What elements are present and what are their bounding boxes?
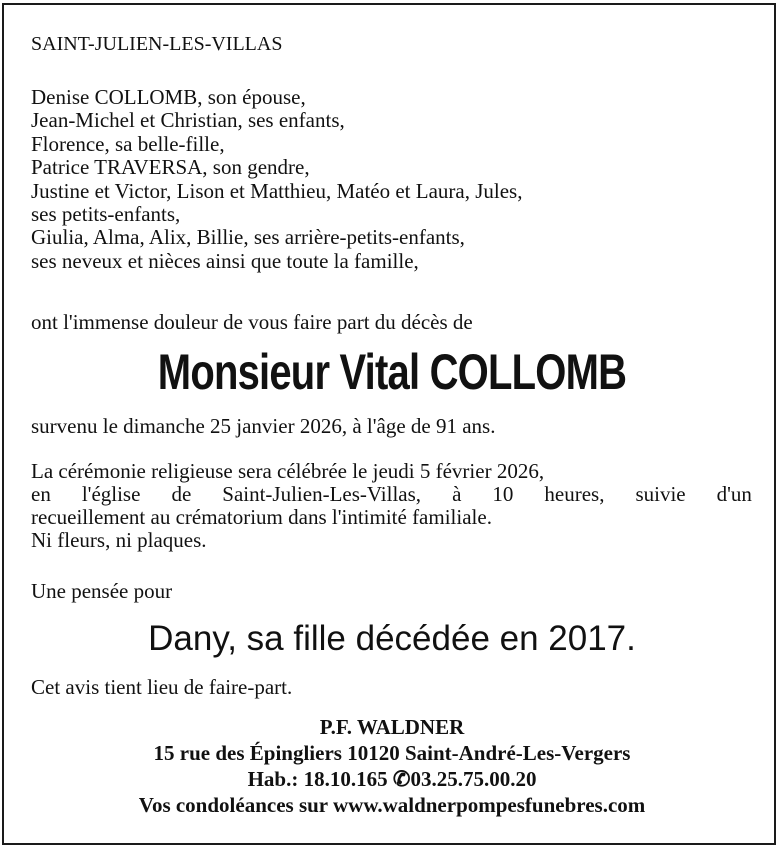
ceremony-line: Ni fleurs, ni plaques.	[31, 528, 207, 552]
deceased-name: Monsieur Vital COLLOMB	[157, 344, 627, 400]
ceremony-line: recueillement au crématorium dans l'intimité familiale.	[31, 505, 492, 529]
family-line: ses neveux et nièces ainsi que toute la famille,	[31, 248, 419, 273]
town-heading: SAINT-JULIEN-LES-VILLAS	[31, 33, 283, 55]
ceremony-word: d'un	[716, 482, 752, 506]
phone-icon: ✆	[392, 767, 411, 791]
closing-text: Cet avis tient lieu de faire-part.	[31, 675, 293, 699]
condolences-line: Vos condoléances sur www.waldnerpompesfunebres.com	[138, 793, 646, 817]
death-info: survenu le dimanche 25 janvier 2026, à l'âge de 91 ans.	[31, 414, 496, 438]
funeral-home-phones	[0, 766, 784, 792]
ceremony-word: de	[171, 482, 192, 506]
phone-number: 03.25.75.00.20	[410, 767, 537, 791]
funeral-home-block	[0, 714, 784, 818]
ceremony-word: Saint-Julien-Les-Villas,	[222, 482, 422, 506]
thought-text: Dany, sa fille décédée en 2017.	[148, 619, 636, 658]
family-line: Patrice TRAVERSA, son gendre,	[31, 155, 310, 180]
family-line: Florence, sa belle-fille,	[31, 131, 225, 156]
ceremony-word: suivie	[635, 482, 686, 506]
family-line: ses petits-enfants,	[31, 201, 181, 226]
family-line: Denise COLLOMB, son épouse,	[31, 85, 306, 109]
family-line: Giulia, Alma, Alix, Billie, ses arrière-petits-enfants,	[31, 225, 465, 250]
family-list	[31, 86, 522, 273]
ceremony-paragraph	[31, 460, 752, 552]
family-line: Jean-Michel et Christian, ses enfants,	[31, 108, 345, 133]
ceremony-word: heures,	[544, 482, 605, 506]
ceremony-line-justified	[31, 483, 752, 506]
hab-number: Hab.: 18.10.165	[247, 767, 388, 791]
ceremony-word: à	[452, 482, 462, 506]
thought-intro: Une pensée pour	[31, 579, 173, 603]
funeral-home-name: P.F. WALDNER	[319, 715, 465, 739]
family-line: Justine et Victor, Lison et Matthieu, Matéo et Laura, Jules,	[31, 178, 523, 203]
ceremony-word: en	[31, 482, 51, 506]
ceremony-word: 10	[492, 482, 514, 506]
ceremony-line: La cérémonie religieuse sera célébrée le jeudi 5 février 2026,	[31, 459, 545, 483]
ceremony-word: l'église	[81, 482, 141, 506]
funeral-home-address: 15 rue des Épingliers 10120 Saint-André-Les-Vergers	[153, 741, 631, 765]
announcement-text: ont l'immense douleur de vous faire part du décès de	[31, 310, 473, 334]
